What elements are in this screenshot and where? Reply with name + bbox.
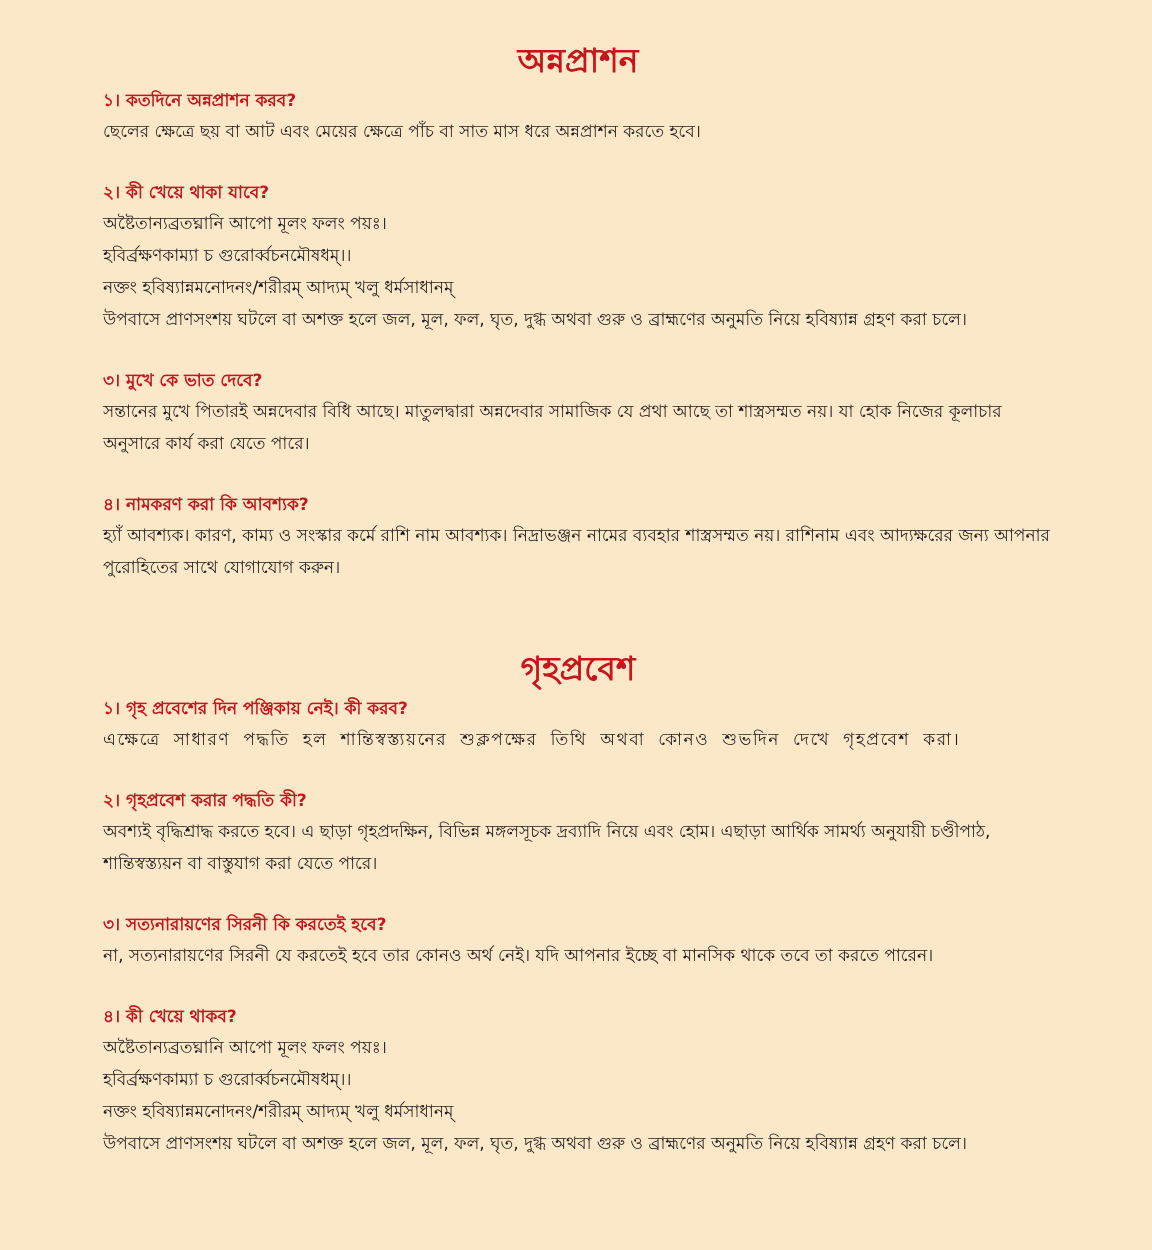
- answer-line: হ্যাঁ আবশ্যক। কারণ, কাম্য ও সংস্কার কর্মে রাশি নাম আবশ্যক। নিদ্রাভঞ্জন নামের ব্যবহার শাস্ত্রসম্মত নয়। রাশিনাম এবং আদ্যক্ষরের জন্য আপনার পুরোহিতের সাথে যোগাযোগ করুন।: [103, 526, 1050, 578]
- document-page: [103, 38, 1053, 1160]
- verse-line: অষ্টৈতান্যব্রতঘ্নানি আপো মূলং ফলং পয়ঃ।: [103, 1038, 387, 1058]
- answer-line: ছেলের ক্ষেত্রে ছয় বা আট এবং মেয়ের ক্ষেত্রে পাঁচ বা সাত মাস ধরে অন্নপ্রাশন করতে হবে।: [103, 122, 701, 142]
- answer-line: অবশ্যই বৃদ্ধিশ্রাদ্ধ করতে হবে। এ ছাড়া গৃহপ্রদক্ষিন, বিভিন্ন মঙ্গলসূচক দ্রব্যাদি নিয়ে এবং হোম। এছাড়া আর্থিক সামর্থ্য অনুযায়ী চণ্ডীপাঠ, শান্তিস্বস্ত্যয়ন বা বাস্তুযাগ করা যেতে পারে।: [103, 822, 991, 874]
- verse-line: নক্তং হবিষ্যান্নমনোদনং/শরীরম্ আদ্যম্ খলু ধর্মসাধানম্: [103, 1102, 454, 1122]
- answer-line: উপবাসে প্রাণসংশয় ঘটলে বা অশক্ত হলে জল, মূল, ফল, ঘৃত, দুগ্ধ অথবা গুরু ও ব্রাহ্মণের অনুমতি নিয়ে হবিষ্যান্ন গ্রহণ করা চলে।: [103, 1134, 967, 1154]
- verse-line: হবির্ব্রক্ষণকাম্যা চ গুরোর্ব্বচনমৌষধম্।।: [103, 1070, 352, 1090]
- section-title-grihapravesh: গৃহপ্রবেশ: [520, 649, 636, 688]
- qa-item: [103, 490, 1053, 584]
- answer-line: উপবাসে প্রাণসংশয় ঘটলে বা অশক্ত হলে জল, মূল, ফল, ঘৃত, দুগ্ধ অথবা গুরু ও ব্রাহ্মণের অনুমতি নিয়ে হবিষ্যান্ন গ্রহণ করা চলে।: [103, 310, 967, 330]
- qa-item: [103, 786, 1053, 880]
- qa-item: [103, 86, 1053, 148]
- qa-item: [103, 694, 1053, 756]
- question: ৩। মুখে কে ভাত দেবে?: [103, 371, 263, 391]
- qa-item: [103, 366, 1053, 460]
- answer-line: না, সত্যনারায়ণের সিরনী যে করতেই হবে তার কোনও অর্থ নেই। যদি আপনার ইচ্ছে বা মানসিক থাকে তবে তা করতে পারেন।: [103, 946, 934, 966]
- question: ১। গৃহ প্রবেশের দিন পঞ্জিকায় নেই। কী করব?: [103, 699, 408, 719]
- question: ৩। সত্যনারায়ণের সিরনী কি করতেই হবে?: [103, 915, 387, 935]
- section-title-annaprashan: অন্নপ্রাশন: [517, 41, 639, 80]
- verse-line: অষ্টৈতান্যব্রতঘ্নানি আপো মূলং ফলং পয়ঃ।: [103, 214, 387, 234]
- answer-line: এক্ষেত্রে সাধারণ পদ্ধতি হল শান্তিস্বস্ত্যয়নের শুক্লপক্ষের তিথি অথবা কোনও শুভদিন দেখে গৃহপ্রবেশ করা।: [103, 730, 961, 750]
- question: ৪। কী খেয়ে থাকব?: [103, 1007, 237, 1027]
- verse-line: নক্তং হবিষ্যান্নমনোদনং/শরীরম্ আদ্যম্ খলু ধর্মসাধানম্: [103, 278, 454, 298]
- question: ২। গৃহপ্রবেশ করার পদ্ধতি কী?: [103, 791, 307, 811]
- verse-line: হবির্ব্রক্ষণকাম্যা চ গুরোর্ব্বচনমৌষধম্।।: [103, 246, 352, 266]
- question: ১। কতদিনে অন্নপ্রাশন করব?: [103, 91, 297, 111]
- question: ২। কী খেয়ে থাকা যাবে?: [103, 183, 270, 203]
- qa-item: [103, 1002, 1053, 1160]
- question: ৪। নামকরণ করা কি আবশ্যক?: [103, 495, 309, 515]
- qa-item: [103, 178, 1053, 336]
- answer-line: সন্তানের মুখে পিতারই অন্নদেবার বিধি আছে। মাতুলদ্বারা অন্নদেবার সামাজিক যে প্রথা আছে তা শাস্ত্রসম্মত নয়। যা হোক নিজের কূলাচার অনুসারে কার্য করা যেতে পারে।: [103, 402, 1002, 454]
- qa-item: [103, 910, 1053, 972]
